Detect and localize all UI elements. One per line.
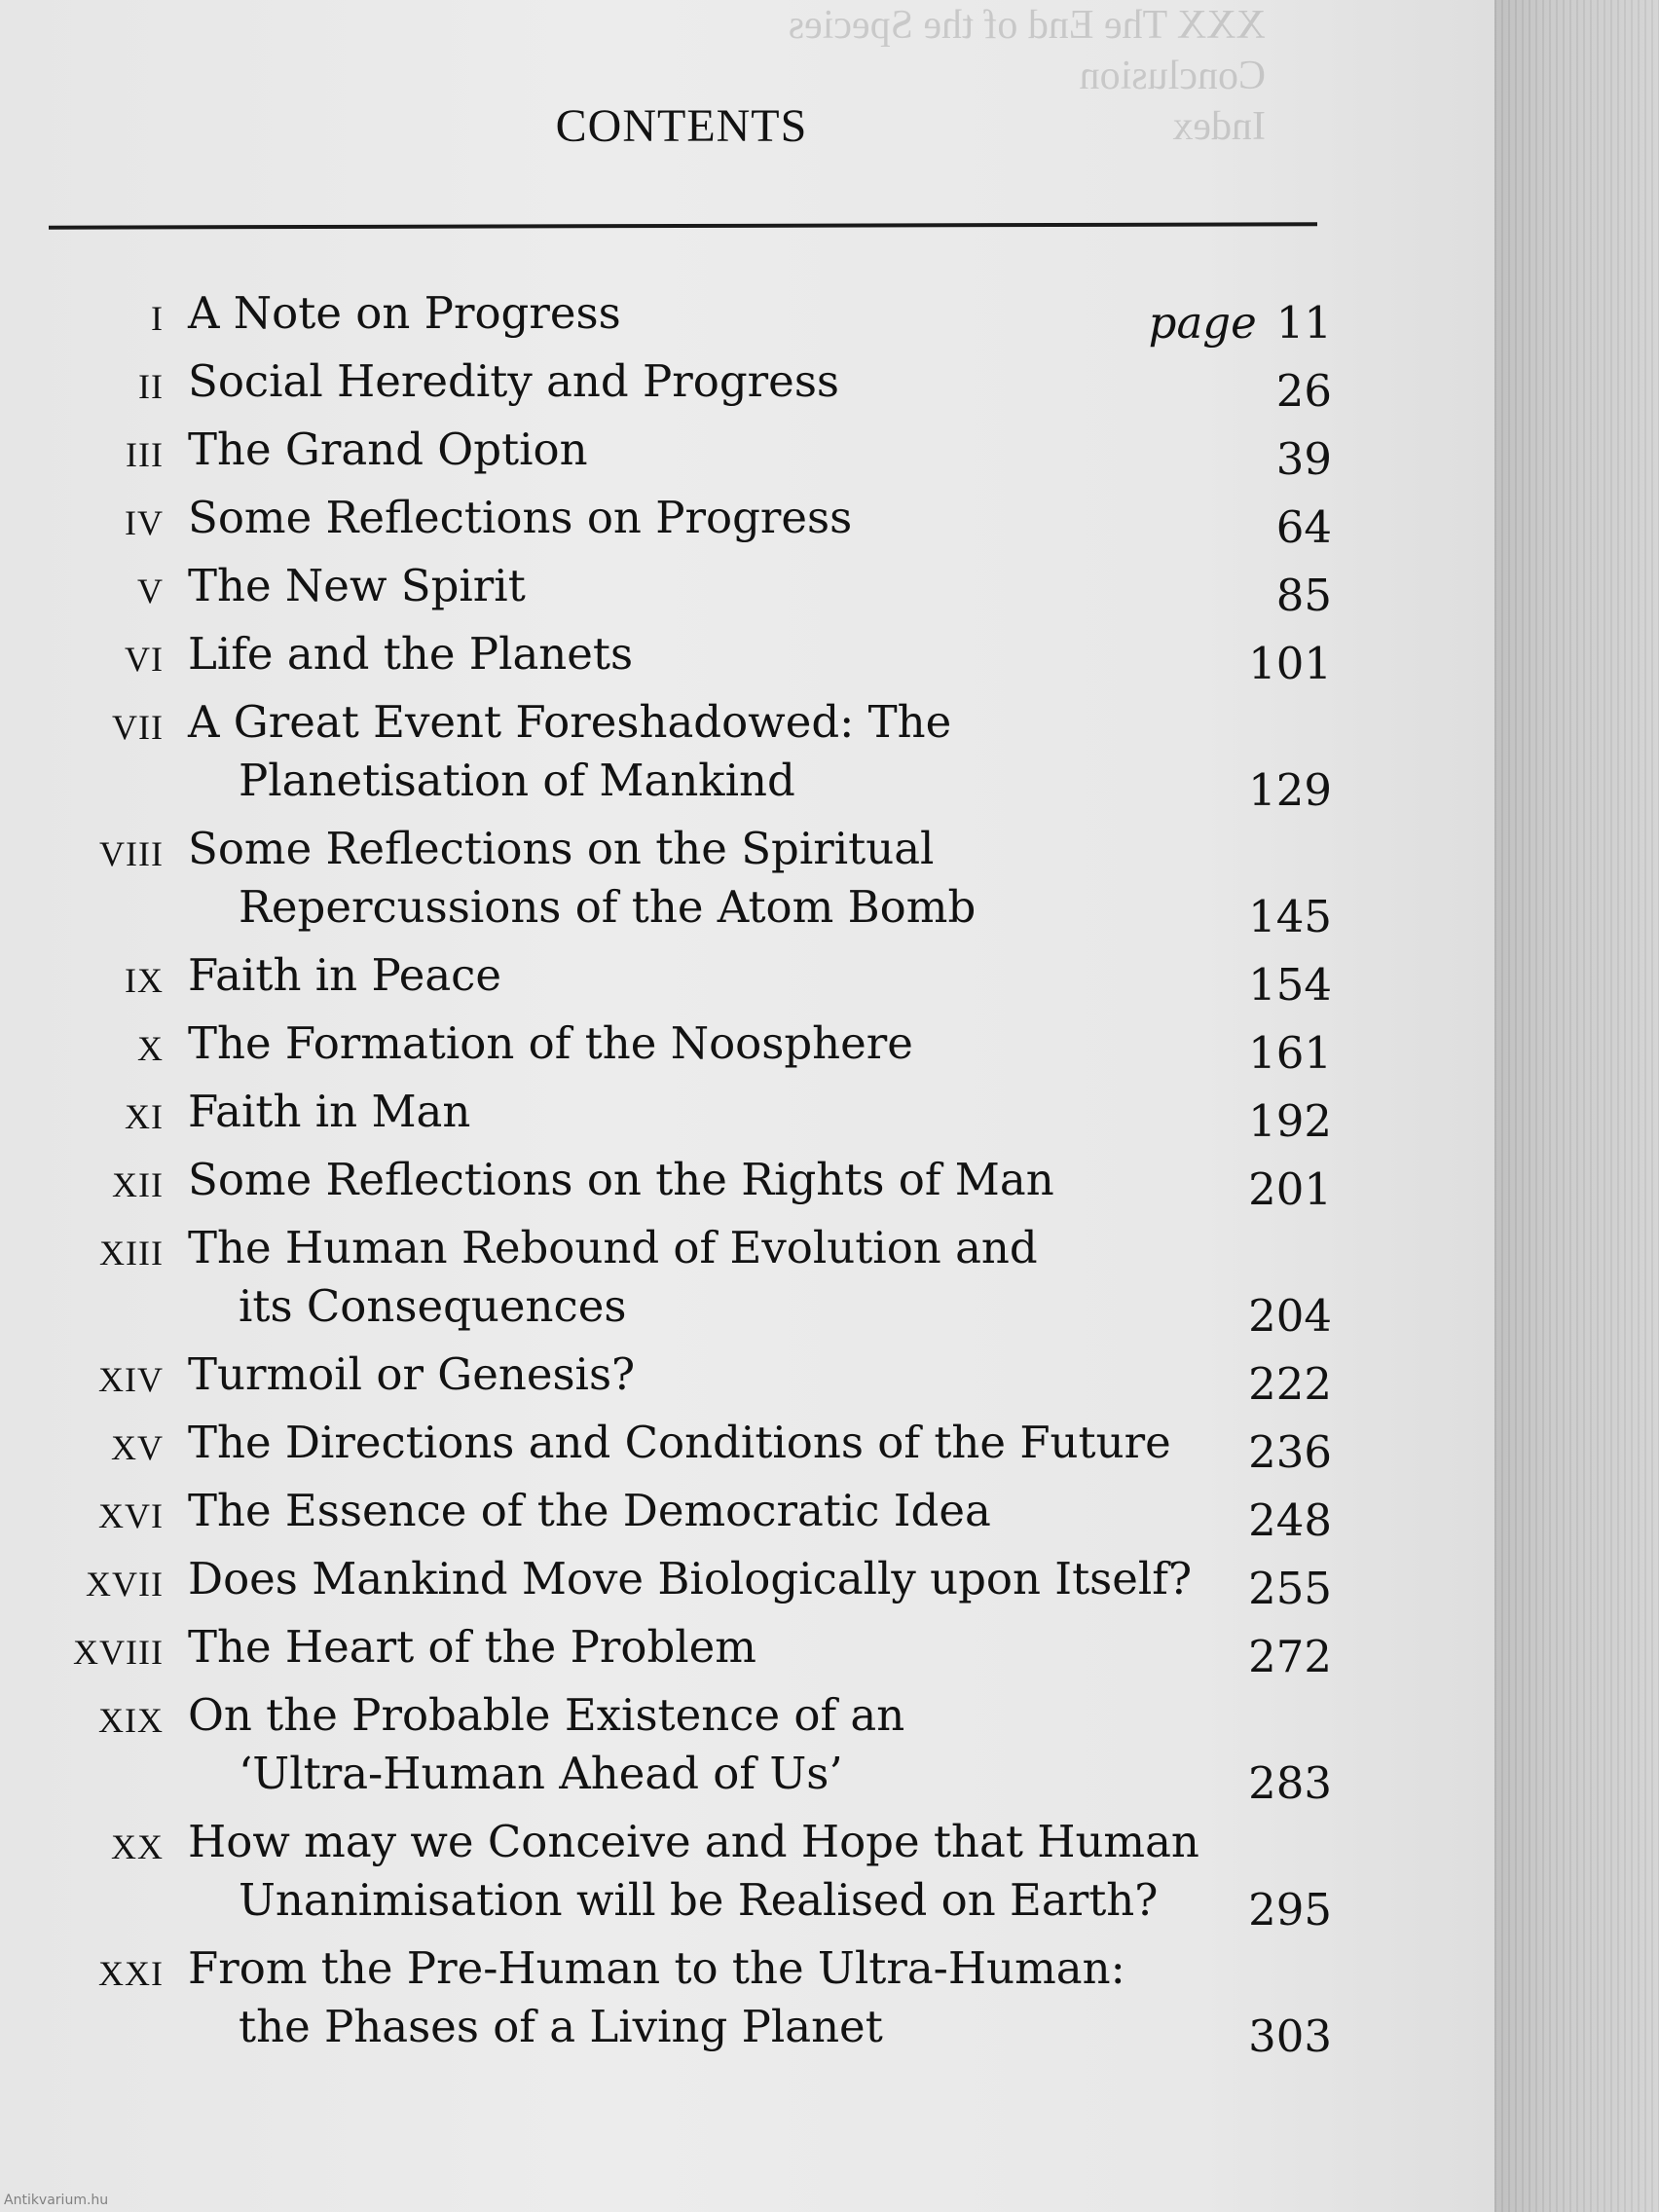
chapter-title bbox=[188, 946, 1235, 1005]
page-number bbox=[1248, 956, 1332, 1014]
chapter-title-line: Social Heredity and Progress bbox=[188, 355, 840, 407]
page-number-value: 154 bbox=[1248, 959, 1332, 1011]
chapter-title bbox=[188, 1482, 1235, 1540]
page-number bbox=[1276, 498, 1332, 557]
page-number-value: 129 bbox=[1248, 764, 1332, 816]
chapter-title-line: The New Spirit bbox=[188, 560, 526, 611]
chapter-title-line: The Heart of the Problem bbox=[188, 1621, 756, 1673]
chapter-title-line: The Directions and Conditions of the Future bbox=[188, 1417, 1171, 1468]
chapter-title-line: Turmoil or Genesis? bbox=[188, 1348, 636, 1400]
chapter-title-line: the Phases of a Living Planet bbox=[239, 2001, 883, 2052]
toc-entry bbox=[0, 1083, 1382, 1151]
chapter-title bbox=[188, 557, 1235, 615]
chapter-title bbox=[188, 352, 1235, 411]
chapter-title-line: its Consequences bbox=[239, 1280, 627, 1332]
chapter-title-line: A Great Event Foreshadowed: The bbox=[188, 696, 952, 748]
table-of-contents bbox=[0, 284, 1382, 2066]
page-number-value: 11 bbox=[1275, 297, 1332, 349]
chapter-number: II bbox=[138, 367, 164, 406]
page-number-value: 26 bbox=[1275, 365, 1332, 417]
page-number-value: 255 bbox=[1248, 1563, 1332, 1614]
chapter-title-line: Planetisation of Mankind bbox=[239, 755, 795, 806]
chapter-title bbox=[188, 1550, 1235, 1608]
chapter-title bbox=[188, 1414, 1235, 1472]
chapter-title-line: Unanimisation will be Realised on Earth? bbox=[239, 1874, 1159, 1926]
page-number-value: 161 bbox=[1248, 1027, 1332, 1079]
page-number-value: 283 bbox=[1248, 1757, 1332, 1809]
chapter-title-line: Faith in Peace bbox=[188, 949, 501, 1001]
chapter-title-line: Some Reflections on Progress bbox=[188, 492, 853, 543]
chapter-title bbox=[188, 1014, 1235, 1073]
page-number-value: 248 bbox=[1248, 1494, 1332, 1546]
chapter-title-line: The Grand Option bbox=[188, 424, 588, 475]
page-number bbox=[1248, 1628, 1332, 1686]
page-number bbox=[1276, 567, 1332, 625]
toc-entry bbox=[0, 1686, 1382, 1813]
chapter-number: XX bbox=[111, 1827, 164, 1866]
toc-entry bbox=[0, 1219, 1382, 1346]
page-number bbox=[1248, 2008, 1332, 2066]
page-number-value: 39 bbox=[1275, 433, 1332, 485]
chapter-number: XIII bbox=[99, 1234, 164, 1272]
toc-entry bbox=[0, 1618, 1382, 1686]
chapter-number: VIII bbox=[99, 834, 164, 873]
page-number bbox=[1248, 1161, 1332, 1219]
chapter-title-line: Some Reflections on the Spiritual bbox=[188, 823, 935, 874]
chapter-title-line: The Human Rebound of Evolution and bbox=[188, 1222, 1038, 1273]
chapter-number: XVII bbox=[86, 1565, 164, 1604]
chapter-number: VII bbox=[112, 708, 164, 747]
toc-entry bbox=[0, 625, 1382, 693]
chapter-number: XV bbox=[111, 1428, 164, 1467]
chapter-number: XIV bbox=[98, 1360, 164, 1399]
page-number-value: 236 bbox=[1248, 1426, 1332, 1478]
contents-heading: CONTENTS bbox=[555, 100, 808, 152]
chapter-number: IX bbox=[125, 961, 164, 1000]
toc-entry bbox=[0, 1482, 1382, 1550]
chapter-title-line: A Note on Progress bbox=[188, 287, 621, 339]
page-number bbox=[1248, 761, 1332, 820]
page-number bbox=[1248, 1881, 1332, 1939]
chapter-title bbox=[188, 1813, 1235, 1930]
watermark: Antikvarium.hu bbox=[4, 2193, 109, 2208]
toc-entry bbox=[0, 557, 1382, 625]
page-label: page bbox=[1148, 297, 1257, 349]
toc-entry bbox=[0, 489, 1382, 557]
page-number bbox=[1276, 430, 1332, 489]
toc-entry bbox=[0, 284, 1382, 352]
chapter-number: XIX bbox=[98, 1701, 164, 1740]
bleed-through-text bbox=[788, 0, 1266, 185]
page-number bbox=[1248, 1492, 1332, 1550]
chapter-title-line: On the Probable Existence of an bbox=[188, 1689, 905, 1741]
chapter-number: X bbox=[137, 1029, 164, 1068]
chapter-number: XII bbox=[112, 1165, 164, 1204]
chapter-title bbox=[188, 1686, 1235, 1803]
toc-entry bbox=[0, 1813, 1382, 1939]
toc-entry bbox=[0, 946, 1382, 1014]
chapter-title-line: Faith in Man bbox=[188, 1086, 471, 1137]
chapter-number: XVIII bbox=[73, 1633, 164, 1672]
chapter-number: XXI bbox=[98, 1954, 164, 1993]
page-number-value: 101 bbox=[1248, 638, 1332, 689]
chapter-title-line: The Essence of the Democratic Idea bbox=[188, 1485, 991, 1536]
page-number bbox=[1248, 1754, 1332, 1813]
page-number bbox=[1248, 1355, 1332, 1414]
chapter-title bbox=[188, 489, 1235, 547]
chapter-number: XI bbox=[125, 1097, 164, 1136]
page-number bbox=[1248, 888, 1332, 946]
page-number-value: 85 bbox=[1275, 570, 1332, 621]
page-edge bbox=[1494, 0, 1659, 2212]
chapter-title-line: Repercussions of the Atom Bomb bbox=[239, 881, 977, 933]
chapter-title bbox=[188, 1346, 1235, 1404]
page-number bbox=[1248, 1287, 1332, 1346]
page-number bbox=[1248, 1024, 1332, 1083]
page-number-value: 295 bbox=[1248, 1884, 1332, 1936]
toc-entry bbox=[0, 1550, 1382, 1618]
chapter-number: IV bbox=[125, 503, 164, 542]
page-number bbox=[1248, 1560, 1332, 1618]
chapter-title bbox=[188, 1939, 1235, 2056]
heading-rule bbox=[49, 222, 1317, 229]
page-number-value: 64 bbox=[1275, 501, 1332, 553]
chapter-title-line: The Formation of the Noosphere bbox=[188, 1017, 913, 1069]
chapter-title bbox=[188, 1219, 1235, 1336]
page-number-value: 145 bbox=[1248, 891, 1332, 942]
page-number-value: 272 bbox=[1248, 1631, 1332, 1682]
chapter-title-line: How may we Conceive and Hope that Human bbox=[188, 1816, 1199, 1867]
chapter-title bbox=[188, 625, 1235, 683]
page-number-value: 204 bbox=[1248, 1290, 1332, 1342]
chapter-number: XVI bbox=[98, 1496, 164, 1535]
page-number bbox=[1248, 1423, 1332, 1482]
chapter-title bbox=[188, 1151, 1235, 1209]
chapter-title bbox=[188, 421, 1235, 479]
toc-entry bbox=[0, 1346, 1382, 1414]
chapter-title-line: ‘Ultra-Human Ahead of Us’ bbox=[239, 1748, 843, 1799]
chapter-title-line: Does Mankind Move Biologically upon Itself? bbox=[188, 1553, 1193, 1604]
toc-entry bbox=[0, 421, 1382, 489]
page-number-value: 303 bbox=[1248, 2010, 1332, 2062]
page-number bbox=[1248, 1092, 1332, 1151]
bleed-line: XXX The End of the Species bbox=[788, 3, 1266, 48]
chapter-title bbox=[188, 284, 1235, 343]
toc-entry bbox=[0, 1151, 1382, 1219]
chapter-number: V bbox=[137, 571, 164, 610]
chapter-title-line: Life and the Planets bbox=[188, 628, 634, 680]
toc-entry bbox=[0, 1939, 1382, 2066]
page-number bbox=[1276, 362, 1332, 421]
chapter-number: VI bbox=[125, 640, 164, 679]
chapter-number: I bbox=[151, 299, 164, 338]
toc-entry bbox=[0, 1414, 1382, 1482]
bleed-line: Conclusion bbox=[1079, 54, 1266, 98]
toc-entry bbox=[0, 1014, 1382, 1083]
chapter-title bbox=[188, 1083, 1235, 1141]
page-number-value: 192 bbox=[1248, 1095, 1332, 1147]
chapter-title bbox=[188, 693, 1235, 810]
chapter-title bbox=[188, 820, 1235, 937]
page-number bbox=[1149, 294, 1332, 352]
toc-entry bbox=[0, 352, 1382, 421]
page-number bbox=[1248, 635, 1332, 693]
chapter-title-line: Some Reflections on the Rights of Man bbox=[188, 1154, 1054, 1205]
bleed-line: Index bbox=[1172, 104, 1266, 149]
chapter-title-line: From the Pre-Human to the Ultra-Human: bbox=[188, 1942, 1125, 1994]
chapter-number: III bbox=[126, 435, 164, 474]
page-number-value: 222 bbox=[1248, 1358, 1332, 1410]
toc-entry bbox=[0, 693, 1382, 820]
page-number-value: 201 bbox=[1248, 1163, 1332, 1215]
toc-entry bbox=[0, 820, 1382, 946]
chapter-title bbox=[188, 1618, 1235, 1677]
